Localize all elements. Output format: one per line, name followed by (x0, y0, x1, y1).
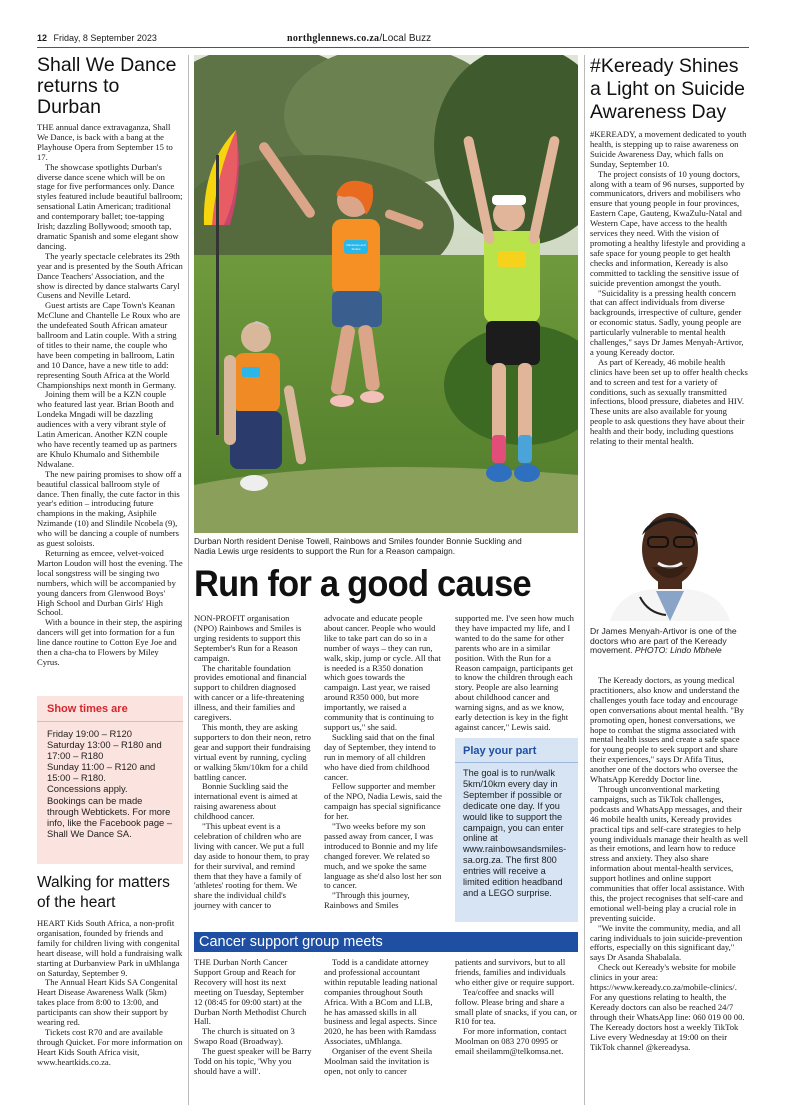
cancer-headline: Cancer support group meets (199, 934, 383, 950)
cancer-col-3 (455, 958, 578, 1057)
dance-para: The new pairing promises to show off a beautiful classical ballroom style of dance. Then finally, the cute factor in this year's edition – introducing future champions in the making, Asiphile Nzimande (10) and Slindile Ncobela (9), who will be dancing a couple of numbers as guest soloists. (37, 468, 182, 549)
keready-headline: #Keready Shines a Light on Suicide Awareness Day (590, 55, 746, 123)
doctor-portrait-image (590, 489, 749, 621)
doctor-photo-credit: PHOTO: Lindo Mbhele (634, 645, 722, 656)
keready-article (590, 55, 749, 447)
issue-date: Friday, 8 September 2023 (53, 33, 157, 43)
column-rule (188, 55, 189, 1105)
keready-para: "Suicidality is a pressing health concern that can affect individuals from diverse backgrounds, irrespective of culture, gender or economic status. Sadly, young people are particularly vulnerable to mental health challenges," says Dr James Menyah-Artivor, a young Keready doctor. (590, 287, 744, 357)
run-col-2 (324, 614, 442, 911)
run-para: "Through this journey, Rainbows and Smiles (324, 890, 410, 911)
run-para: "Two weeks before my son passed away from cancer, I was introduced to Bonnie and my life changed forever. We related so much, and we spoke the same language as she'd also lost her son to cancer. (324, 821, 442, 891)
show-time-line: Saturday 13:00 – R180 and 17:00 – R180 (47, 739, 162, 762)
play-your-part-text: The goal is to run/walk 5km/10km every day in September if possible or dedicate one day. If you would like to support the campaign, you can enter online at www.rainbowsandsmiles-sa.org.za. The first 800 entries will receive a limited edition headband and a LEGO surprise. (463, 768, 567, 898)
header-rule (37, 47, 749, 48)
walking-para: Tickets cost R70 and are available through Quicket. For more information on Heart Kids South Africa visit, www.heartkids.co.za. (37, 1026, 183, 1067)
run-col-3 (455, 614, 578, 733)
dance-headline: Shall We Dance returns to Durban (37, 54, 177, 118)
dance-para: The yearly spectacle celebrates its 29th year and is presented by the South African Dance Teachers' Association, and the show is directed by dance stalwarts Caryl Cusens and Neville Letard. (37, 250, 183, 301)
show-time-line: Bookings can be made through Webtickets. For more info, like the Facebook page – Shall We Dance SA. (47, 794, 173, 839)
section-name: /Local Buzz (379, 33, 432, 44)
dance-para: Joining them will be a KZN couple who featured last year. Brian Booth and Londeka Mngadi will be dazzling audiences with a very vibrant style of Latin American. Another KZN couple who have recently teamed up as partners are Khulo Khumalo and Sithembile Ndwalane. (37, 389, 177, 469)
cancer-para: The guest speaker will be Barry Todd on his topic, 'Why you should have a will'. (194, 1046, 312, 1076)
keready-body (590, 130, 749, 447)
run-para: Suckling said that on the final day of September, they intend to run in memory of all children who have died from childhood cancer. (324, 731, 436, 782)
cancer-col-2 (324, 958, 442, 1077)
walking-para: HEART Kids South Africa, a non-profit organisation, founded by friends and family for children living with congenital heart disease, will hold a fundraising walk starting at Durbanview Park in uMhlanga on Saturday, September 9. (37, 918, 183, 978)
cancer-para: The church is situated on 3 Swapo Road (Broadway). (194, 1026, 295, 1047)
run-para: The charitable foundation provides emotional and financial support to children diagnosed with cancer or a life-threatening illness, and their families and caregivers. (194, 662, 307, 723)
walking-headline: Walking for matters of the heart (37, 874, 170, 911)
keready-para: Check out Keready's website for mobile clinics in your area: https://www.keready.co.za/mobile-clinics/. For any questions relating to health, the Keready doctors can also be reached 24/7 through their WhatsApp line: 060 019 00 00. The Keready doctors host a weekly TikTok Live every Wednesday at 19:00 on their TikTok channel @kereadysa. (590, 962, 745, 1052)
keready-para: The project consists of 10 young doctors, along with a team of 96 nurses, supported by communicators, drivers and mobilisers who ensure that young people in four provinces, Eastern Cape, Gauteng, KwaZulu-Natal and Western Cape, have access to the health services they need. With the vision of promoting a healthy lifestyle and providing a safe space for young people to get health checks and information, Keready is also committed to tackling the sensitive issue of suicide prevention amongst the youth. (590, 168, 746, 288)
show-time-line: Concessions apply. (47, 783, 128, 795)
run-headline: Run for a good cause (194, 563, 531, 604)
cancer-para: Todd is a candidate attorney and professional accountant within reputable leading national companies throughout South Africa. With a BCom and LLB, he has amassed skills in all business and legal aspects. Since 2020, he has been with Ramdass Associates, uMhlanga. (324, 957, 438, 1047)
run-photo (194, 55, 578, 533)
show-time-line: Friday 19:00 – R120 (47, 728, 132, 739)
dance-para: With a bounce in their step, the aspiring dancers will get into formation for a fun line dance routine to Cotton Eye Joe and then a cha-cha to Flowers by Miley Cyrus. (37, 617, 183, 667)
cancer-para: Organiser of the event Sheila Moolman said the invitation is open, not only to cancer (324, 1046, 433, 1076)
show-times-box (37, 696, 183, 864)
run-photo-caption: Durban North resident Denise Towell, Rainbows and Smiles founder Bonnie Suckling and Nadia Lewis urge residents to support the Run for a Reason campaign. (194, 536, 522, 556)
dance-para: Guest artists are Cape Town's Keanan McClune and Chantelle Le Roux who are the undefeated South African amateur ballroom and Latin couple. With a string of titles to their name, the couple who have been competing in ballroom, Latin and 10 Dance, have a new title to add: representing South Africa at the World Championships next month in Germany. (37, 300, 181, 390)
cancer-para: For more information, contact Moolman on 083 270 0995 or email sheilamm@telkomsa.net. (455, 1026, 567, 1057)
walking-body (37, 919, 183, 1068)
cancer-headline-bar (194, 932, 578, 952)
walking-article (37, 873, 183, 1068)
cancer-para: THE Durban North Cancer Support Group and Reach for Recovery will host its next meeting on Tuesday, September 12 (08:45 for 09:00 start) at the Durban North Methodist Church Hall. (194, 957, 307, 1027)
run-para: supported me. I've seen how much they have impacted my life, and I wanted to do the same for other parents who are in a similar position. With the Run for a Reason campaign, participants get to know the children through each story. People are also learning about childhood cancer and warning signs, and as we know, early detection is key in the fight against cancer," Lewis said. (455, 613, 574, 732)
site-name[interactable]: northglennews.co.za (287, 33, 380, 44)
doctor-caption-text: Dr James Menyah-Artivor is one of the doctors who are part of the Keready movement. (590, 626, 737, 656)
page-header (37, 33, 749, 47)
dance-para: The showcase spotlights Durban's diverse dance scene which will be on stage for five performances only. Dance styles featured include beautiful ballroom; sensational Latin American; traditional and contemporary ballet; toe-tapping Irish; dazzling Bollywood; smooth tap, dramatic Spanish and some elegant show dancing. (37, 161, 183, 251)
show-times-heading: Show times are (37, 696, 183, 722)
run-para: NON-PROFIT organisation (NPO) Rainbows and Smiles is urging residents to support this September's Run for a Reason campaign. (194, 613, 302, 663)
cancer-para: Tea/coffee and snacks will follow. Please bring and share a small plate of snacks, if you can, or R10 for tea. (455, 986, 577, 1027)
keready-para: #KEREADY, a movement dedicated to youth health, is stepping up to raise awareness on Suicide Awareness Day, which falls on Sunday, September 10. (590, 129, 747, 169)
run-photo-image (194, 55, 578, 533)
run-col-1 (194, 614, 312, 911)
page-number: 12 (37, 33, 48, 43)
keready-para: Through unconventional marketing campaigns, such as TikTok challenges, podcasts and WhatsApp messages, and their 46 mobile health units, Keready provides practical tips and self-care strategies to help young individuals manage their health as well as their emotions, and learn how to reduce stress and anxiety. They also share information about mental-health services, support hotlines and online support communities that offer local assistance. With this, the project recognises that self-care and emotional well-being play a crucial role in preventing suicide. (590, 783, 748, 923)
dance-para: THE annual dance extravaganza, Shall We Dance, is back with a bang at the Playhouse Opera from September 15 to 17. (37, 122, 173, 162)
run-para: Bonnie Suckling said the international event is aimed at raising awareness about childhood cancer. (194, 781, 298, 822)
cancer-para: patients and survivors, but to all friends, families and individuals who either give or require support. (455, 957, 575, 987)
doctor-caption (590, 627, 749, 656)
cancer-col-1 (194, 958, 312, 1077)
dance-body (37, 123, 183, 668)
play-your-part-box (455, 738, 578, 922)
keready-para: The Keready doctors, as young medical practitioners, also know and understand the challenges youth face today and encourage open conversations about mental health. "By promoting open, honest conversations, we hope to combat the stigma associated with mental health issues and create a safe space for young people to seek support and share their experiences," says Dr Afifa Titus, another one of the doctors who oversee the WhatsApp Kereddy Doctor line. (590, 675, 744, 785)
run-para: Fellow supporter and member of the NPO, Nadia Lewis, said the campaign has special significance for her. (324, 781, 442, 822)
dance-article (37, 55, 183, 668)
keready-para: "We invite the community, media, and all caring individuals to join suicide-prevention efforts, especially on this significant day," says Dr Asanda Shabalala. (590, 922, 743, 963)
run-para: This month, they are asking supporters to don their neon, retro gear and support their fundraising virtual event by running, cycling or walking 5km/10km for a child battling cancer. (194, 721, 311, 782)
dance-para: Returning as emcee, velvet-voiced Marton Loudon will host the evening. The local songstress will be singing two numbers, which will be accompanied by young dancers from Glenwood Boys' High School and Durban Girls' High School. (37, 547, 183, 618)
walking-para: The Annual Heart Kids SA Congenital Heart Disease Awareness Walk (5km) takes place from 8:00 to 13:00, and participants can show their support by wearing red. (37, 977, 178, 1028)
doctor-photo (590, 489, 749, 621)
shirt-logo-text: Rainbows and Smiles (346, 243, 366, 251)
play-your-part-heading: Play your part (455, 738, 578, 763)
keready-body-2 (590, 676, 749, 1052)
run-para: advocate and educate people about cancer. People who would like to take part can do so in a number of ways – they can run, walk, skip, jump or cycle. All that is needed is a R350 donation which goes towards the campaign. Last year, we raised around R350 000, but more importantly, we raised a community that is continuing to support us," she said. (324, 613, 441, 732)
show-time-line: Sunday 11:00 – R120 and 15:00 – R180. (47, 761, 156, 784)
keready-para: As part of Keready, 46 mobile health clinics have been set up to offer health checks and to screen and test for a variety of conditions, such as sexually transmitted infections, blood pressure, diabetes and HIV. These units are also available for young people to ask questions they have about their health and their body, including questions relating to their mental health. (590, 356, 748, 447)
run-para: "This upbeat event is a celebration of children who are living with cancer. We put a full day aside to honour them, to pray for their survival, and remind them that they have a family of 'athletes' rooting for them. We share the individual child's journey with cancer to (194, 821, 310, 911)
column-rule (584, 55, 585, 1105)
